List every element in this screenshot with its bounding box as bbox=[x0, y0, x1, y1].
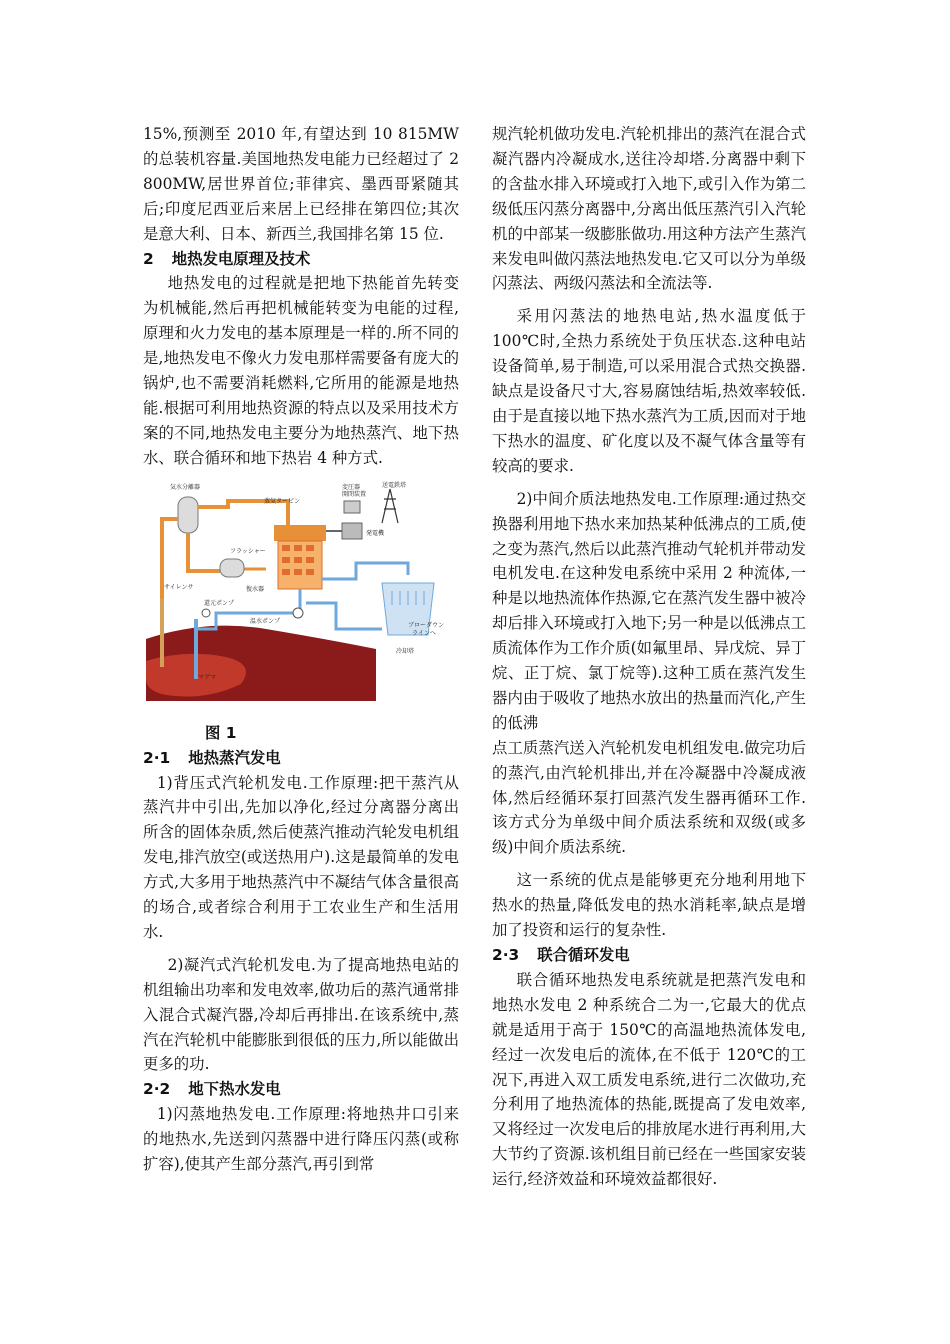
left-column bbox=[143, 122, 459, 1177]
flasher-vessel bbox=[220, 559, 244, 577]
cooling-tower-label: 冷却塔 bbox=[396, 647, 415, 655]
section-number: 2·2 bbox=[143, 1080, 171, 1099]
condensing-paragraph: 2)凝汽式汽轮机发电.为了提高地热电站的机组输出功率和发电效率,做功后的蒸汽通常排入混合式凝汽器,冷却后再排出.在该系统中,蒸汽在汽轮机中能膨胀到很低的压力,所以能做出更多的功. bbox=[143, 955, 459, 1074]
turbine-body bbox=[274, 525, 326, 541]
reinjection-pump bbox=[202, 609, 210, 617]
condenser-grid bbox=[282, 545, 314, 575]
production-well bbox=[160, 597, 164, 667]
binary-paragraph: 2)中间介质法地热发电.工作原理:通过热交换器利用地下热水来加热某种低沸点的工质,使之变为蒸汽,然后以此蒸汽推动气轮机并带动发电机发电.在这种发电系统中采用 2 种流体,一种是以地热流体作热源,它在蒸汽发生器中被冷却后排入环境或打入地下;另一种是以低沸点工质流体作为工作介质(如氟里昂、异戊烷、异丁烷、正丁烷、氯丁烷等).这种工质在蒸汽发生器内由于吸收了地热水放出的热量而汽化,产生的低沸 bbox=[492, 489, 806, 732]
line-label: ラインへ bbox=[412, 629, 436, 637]
flash-paragraph: 1)闪蒸地热发电.工作原理:将地热井口引来的地热水,先送到闪蒸器中进行降压闪蒸(或称扩容),使其产生部分蒸汽,再引到常 bbox=[143, 1105, 459, 1174]
hot-well-pump-label: 温水ポンプ bbox=[250, 617, 281, 625]
section-2-2-heading bbox=[143, 1077, 459, 1102]
cooling-pipe-1 bbox=[322, 563, 408, 579]
combined-cycle-paragraph: 联合循环地热发电系统就是把蒸汽发电和地热水发电 2 种系统合二为一,它最大的优点就是适用于高于 150℃的高温地热流体发电,经过一次发电后的流体,在不低于 120℃的工况下,再进入双工质发电系统,进行二次做功,充分利用了地热流体的热能,既提高了发电效率,又将经过一次发电后的排放尾水进行再利用,大大节约了资源.该机组目前已经在一些国家安装运行,经济效益和环境效益都很好. bbox=[492, 970, 806, 1189]
backpressure-paragraph: 1)背压式汽轮机发电.工作原理:把干蒸汽从蒸汽井中引出,先加以净化,经过分离器分离出所含的固体杂质,然后使蒸汽推动汽轮发电机组发电,排汽放空(或送热用户).这是最简单的发电方式,大多用于地热蒸汽中不凝结气体含量很高的场合,或者综合利用于工农业生产和生活用水. bbox=[143, 773, 459, 941]
generator-label: 発電機 bbox=[366, 529, 385, 537]
flash-method-paragraph: 采用闪蒸法的地热电站,热水温度低于 100℃时,全热力系统处于负压状态.这种电站设备简单,易于制造,可以采用混合式热交换器.缺点是设备尺寸大,容易腐蚀结垢,热效率较低.由于是直接以地下热水蒸汽为工质,因而对于地下热水的温度、矿化度以及不凝气体含量等有较高的要求. bbox=[492, 307, 806, 475]
section-title: 地热蒸汽发电 bbox=[188, 748, 281, 767]
silencer-label: サイレンサ bbox=[164, 583, 194, 591]
separator-vessel bbox=[178, 497, 198, 533]
section-number: 2·3 bbox=[492, 946, 520, 964]
switchgear-label: 開閉装置 bbox=[342, 490, 367, 498]
right-column bbox=[492, 122, 806, 1192]
section-2-paragraph: 地热发电的过程就是把地下热能首先转变为机械能,然后再把机械能转变为电能的过程,原理和火力发电的基本原理是一样的.所不同的是,地热发电不像火力发电那样需要备有庞大的锅炉,也不需要消耗燃料,它所用的能源是地热能.根据可利用地热资源的特点以及采用技术方案的不同,地热发电主要分为地热蒸汽、地下热水、联合循环和地下热岩 4 种方式. bbox=[143, 274, 459, 467]
binary-continued-paragraph: 点工质蒸汽送入汽轮机发电机组发电.做完功后的蒸汽,由汽轮机排出,并在冷凝器中冷凝成液体,然后经循环泵打回蒸汽发生器再循环工作.该方式分为单级中间介质法系统和双级(或多级)中间介质法系统. bbox=[492, 738, 806, 857]
section-2-heading bbox=[143, 247, 459, 272]
section-title: 联合循环发电 bbox=[537, 946, 630, 964]
transformer-label: 変圧器 bbox=[342, 483, 361, 491]
plant-diagram bbox=[146, 479, 458, 701]
section-2-1-heading bbox=[143, 746, 459, 771]
magma-label: マグマ bbox=[198, 673, 217, 681]
tower-label: 送電鉄塔 bbox=[382, 481, 407, 489]
generator-box bbox=[342, 523, 362, 539]
return-pipe bbox=[196, 589, 300, 629]
advantage-paragraph: 这一系统的优点是能够更充分地利用地下热水的热量,降低发电的热水消耗率,缺点是增加了投资和运行的复杂性. bbox=[492, 871, 806, 940]
brine-pipe bbox=[188, 533, 220, 571]
flasher-label: フラッシャー bbox=[230, 547, 266, 555]
separator-label: 気水分離器 bbox=[170, 483, 201, 491]
section-title: 地下热水发电 bbox=[188, 1080, 281, 1099]
intro-paragraph: 15%,预测至 2010 年,有望达到 10 815MW 的总装机容量.美国地热发电能力已经超过了 2 800MW,居世界首位;菲律宾、墨西哥紧随其后;印度尼西亚后来居上已经排在第四位;其次是意大利、日本、新西兰,我国排名第 15 位. bbox=[143, 125, 459, 243]
figure-caption: 图 1 bbox=[205, 723, 237, 742]
flash-continued-paragraph: 规汽轮机做功发电.汽轮机排出的蒸汽在混合式凝汽器内冷凝成水,送往冷却塔.分离器中剩下的含盐水排入环境或打入地下,或引入作为第二级低压闪蒸分离器中,分离出低压蒸汽引入汽轮机的中部某一级膨胀做功.用这种方法产生蒸汽来发电叫做闪蒸法地热发电.它又可以分为单级闪蒸法、两级闪蒸法和全流法等. bbox=[492, 125, 806, 293]
transformer-box bbox=[344, 501, 360, 513]
section-title: 地热发电原理及技术 bbox=[171, 249, 311, 268]
section-number: 2·1 bbox=[143, 748, 171, 767]
cooling-pipe-2 bbox=[306, 603, 382, 629]
blowdown-label: ブローダウン bbox=[408, 621, 445, 629]
condenser-label: 復水器 bbox=[246, 585, 265, 593]
geothermal-plant-figure bbox=[146, 479, 458, 701]
section-number: 2 bbox=[143, 249, 154, 268]
hot-well-pump bbox=[293, 608, 303, 618]
section-2-3-heading bbox=[492, 943, 806, 968]
reinjection-pump-label: 還元ポンプ bbox=[204, 599, 235, 607]
transmission-tower bbox=[382, 489, 398, 523]
turbine-label: 蒸気タービン bbox=[264, 497, 301, 505]
